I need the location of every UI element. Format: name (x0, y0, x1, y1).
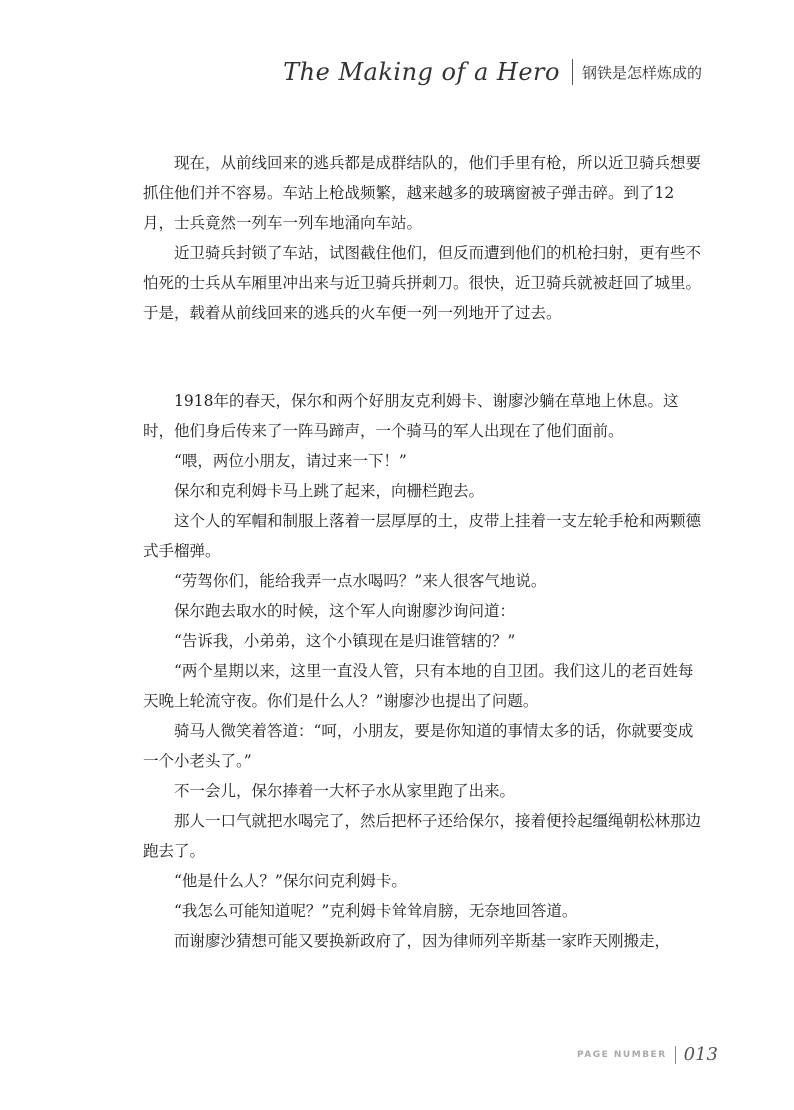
page-footer (577, 1044, 718, 1065)
paragraph: 近卫骑兵封锁了车站，试图截住他们，但反而遭到他们的机枪扫射，更有些不怕死的士兵从车厢里冲出来与近卫骑兵拼刺刀。很快，近卫骑兵就被赶回了城里。于是，载着从前线回来的逃兵的火车便一列一列地开了过去。 (143, 244, 702, 322)
paragraph: “劳驾你们，能给我弄一点水喝吗？”来人很客气地说。 (174, 572, 547, 590)
paragraph: 不一会儿，保尔捧着一大杯子水从家里跑了出来。 (174, 782, 516, 800)
header-divider (572, 59, 573, 85)
section-2 (143, 386, 703, 956)
footer-divider (675, 1046, 676, 1064)
paragraph: 这个人的军帽和制服上落着一层厚厚的土，皮带上挂着一支左轮手枪和两颗德式手榴弹。 (143, 512, 702, 560)
paragraph: 骑马人微笑着答道：“呵，小朋友，要是你知道的事情太多的话，你就要变成一个小老头了。” (143, 722, 694, 770)
book-title-chinese: 钢铁是怎样炼成的 (581, 63, 702, 82)
paragraph: 保尔和克利姆卡马上跳了起来，向栅栏跑去。 (174, 482, 485, 500)
paragraph: 那人一口气就把水喝完了，然后把杯子还给保尔，接着便拎起缰绳朝松林那边跑去了。 (143, 812, 702, 860)
paragraph: 现在，从前线回来的逃兵都是成群结队的，他们手里有枪，所以近卫骑兵想要抓住他们并不容易。车站上枪战频繁，越来越多的玻璃窗被子弹击碎。到了12月，士兵竟然一列车一列车地涌向车站。 (143, 154, 702, 232)
page-number-label: PAGE NUMBER (577, 1049, 667, 1060)
paragraph: “告诉我，小弟弟，这个小镇现在是归谁管辖的？” (174, 632, 516, 650)
book-title-english: The Making of a Hero (283, 58, 560, 86)
page-number: 013 (683, 1044, 718, 1065)
paragraph: 1918年的春天，保尔和两个好朋友克利姆卡、谢廖沙躺在草地上休息。这时，他们身后传来了一阵马蹄声，一个骑马的军人出现在了他们面前。 (143, 392, 679, 440)
paragraph: “喂，两位小朋友，请过来一下！” (174, 452, 407, 470)
paragraph: 保尔跑去取水的时候，这个军人向谢廖沙询问道： (174, 602, 516, 620)
paragraph: 而谢廖沙猜想可能又要换新政府了，因为律师列辛斯基一家昨天刚搬走， (174, 932, 671, 950)
section-1 (143, 148, 703, 328)
paragraph: “两个星期以来，这里一直没人管，只有本地的自卫团。我们这儿的老百姓每天晚上轮流守夜。你们是什么人？”谢廖沙也提出了问题。 (143, 662, 694, 710)
running-header (283, 58, 702, 86)
paragraph: “我怎么可能知道呢？”克利姆卡耸耸肩膀，无奈地回答道。 (174, 902, 578, 920)
paragraph: “他是什么人？”保尔问克利姆卡。 (174, 872, 407, 890)
